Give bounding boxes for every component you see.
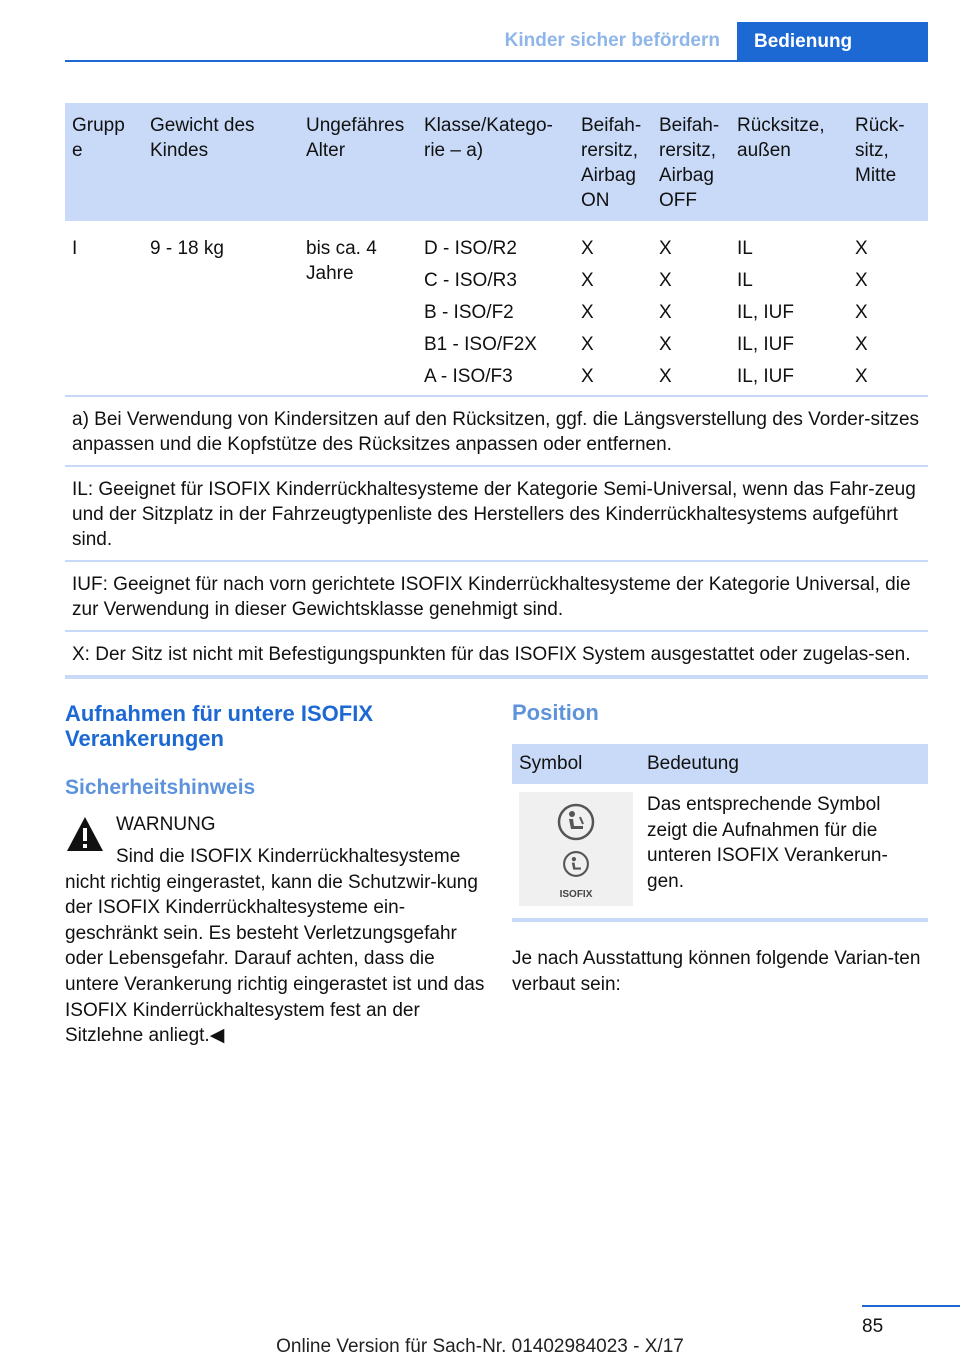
table-note: X: Der Sitz ist nicht mit Befestigungspunkten für das ISOFIX System ausgestattet oder zugelas-sen. <box>65 631 928 677</box>
col-header-rear-outer: Rücksitze, außen <box>730 103 848 221</box>
class-value: B - ISO/F2 <box>424 302 514 323</box>
table-note-row <box>65 631 928 677</box>
isofix-label: ISOFIX <box>559 889 593 900</box>
rear-middle-value: X <box>855 366 868 387</box>
airbag-off-value: X <box>659 366 672 387</box>
airbag-on-value: X <box>581 270 594 291</box>
rear-outer-value: IL <box>737 270 753 291</box>
col-header-airbag-on: Beifah-rersitz, Airbag ON <box>574 103 652 221</box>
table-note: IUF: Geeignet für nach vorn gerichtete ISOFIX Kinderrückhaltesysteme der Kategorie Universal, die zur Verwendung in dieser Gewichtsklasse genehmigt sind. <box>65 561 928 631</box>
airbag-on-value: X <box>581 334 594 355</box>
symbol-cell <box>512 784 640 920</box>
cell-group: I <box>65 221 143 396</box>
rear-outer-value: IL, IUF <box>737 302 795 323</box>
table-note: a) Bei Verwendung von Kindersitzen auf den Rücksitzen, ggf. die Längsverstellung des Vorder-sitzes anpassen und die Kopfstütze des Rücksitzes anpassen oder entfernen. <box>65 396 928 466</box>
airbag-on-value: X <box>581 366 594 387</box>
header-section-title: Kinder sicher befördern <box>504 30 720 51</box>
rear-middle-value: X <box>855 238 868 259</box>
cell-rear-middle <box>848 221 928 396</box>
cell-weight: 9 - 18 kg <box>143 221 299 396</box>
airbag-on-value: X <box>581 238 594 259</box>
table-row <box>512 784 928 920</box>
rear-middle-value: X <box>855 270 868 291</box>
table-header-row <box>65 103 928 221</box>
col-header-symbol: Symbol <box>512 744 640 784</box>
class-value: D - ISO/R2 <box>424 238 517 259</box>
footer-text: Online Version für Sach-Nr. 01402984023 - X/17 <box>276 1336 684 1357</box>
section-heading: Aufnahmen für untere ISOFIX Verankerungen <box>65 701 374 751</box>
col-header-text: Grupp e <box>72 115 125 161</box>
class-value: C - ISO/R3 <box>424 270 517 291</box>
col-header-weight: Gewicht des Kindes <box>143 103 299 221</box>
airbag-off-value: X <box>659 238 672 259</box>
airbag-off-value: X <box>659 334 672 355</box>
col-header-airbag-off: Beifah-rersitz, Airbag OFF <box>652 103 730 221</box>
rear-outer-value: IL, IUF <box>737 334 795 355</box>
class-value: B1 - ISO/F2X <box>424 334 537 355</box>
header-rule <box>65 60 928 62</box>
page-number-rule <box>862 1305 960 1307</box>
header-chapter-tab: Bedienung <box>737 22 928 62</box>
table-note-row <box>65 466 928 561</box>
child-seat-icon <box>556 802 596 842</box>
cell-classes <box>417 221 574 396</box>
table-note-row <box>65 396 928 466</box>
isofix-icon <box>562 850 590 878</box>
col-header-rear-middle: Rück-sitz, Mitte <box>848 103 928 221</box>
col-header-group <box>65 103 143 221</box>
table-note-row <box>65 561 928 631</box>
position-heading: Position <box>512 700 599 725</box>
col-header-class: Klasse/Katego-rie – a) <box>417 103 574 221</box>
table-row <box>65 221 928 396</box>
subsection-heading: Sicherheitshinweis <box>65 776 256 799</box>
airbag-off-value: X <box>659 302 672 323</box>
cell-rear-outer <box>730 221 848 396</box>
warning-text: Sind die ISOFIX Kinderrückhaltesysteme nicht richtig eingerastet, kann die Schutzwir-kung der ISOFIX Kinderrückhaltesysteme ein-geschränkt sein. Es besteht Verletzungsgefahr oder Lebensgefahr. Darauf achten, dass die untere Verankerung richtig eingerastet ist und das ISOFIX Kinderrückhaltesystem fest an der Sitzlehne anliegt.◀ <box>65 846 485 1047</box>
airbag-on-value: X <box>581 302 594 323</box>
cell-airbag-on <box>574 221 652 396</box>
page-number: 85 <box>862 1316 884 1337</box>
cell-airbag-off <box>652 221 730 396</box>
col-header-meaning: Bedeutung <box>640 744 928 784</box>
cell-age: bis ca. 4 Jahre <box>299 221 417 396</box>
col-header-age: Ungefähres Alter <box>299 103 417 221</box>
warning-title: WARNUNG <box>116 814 216 835</box>
symbol-table <box>512 744 928 922</box>
rear-middle-value: X <box>855 334 868 355</box>
airbag-off-value: X <box>659 270 672 291</box>
class-value: A - ISO/F3 <box>424 366 513 387</box>
symbol-table-header <box>512 744 928 784</box>
symbol-image <box>519 792 633 906</box>
isofix-table <box>65 103 928 679</box>
meaning-cell: Das entsprechende Symbol zeigt die Aufnahmen für die unteren ISOFIX Verankerun-gen. <box>640 784 928 920</box>
variants-paragraph: Je nach Ausstattung können folgende Varian-ten verbaut sein: <box>512 948 921 995</box>
rear-outer-value: IL <box>737 238 753 259</box>
rear-middle-value: X <box>855 302 868 323</box>
rear-outer-value: IL, IUF <box>737 366 795 387</box>
table-note: IL: Geeignet für ISOFIX Kinderrückhaltesysteme der Kategorie Semi-Universal, wenn das Fahr-zeug und der Sitzplatz in der Fahrzeugtypenliste des Herstellers des Kinderrückhaltesystems aufgeführt sind. <box>65 466 928 561</box>
